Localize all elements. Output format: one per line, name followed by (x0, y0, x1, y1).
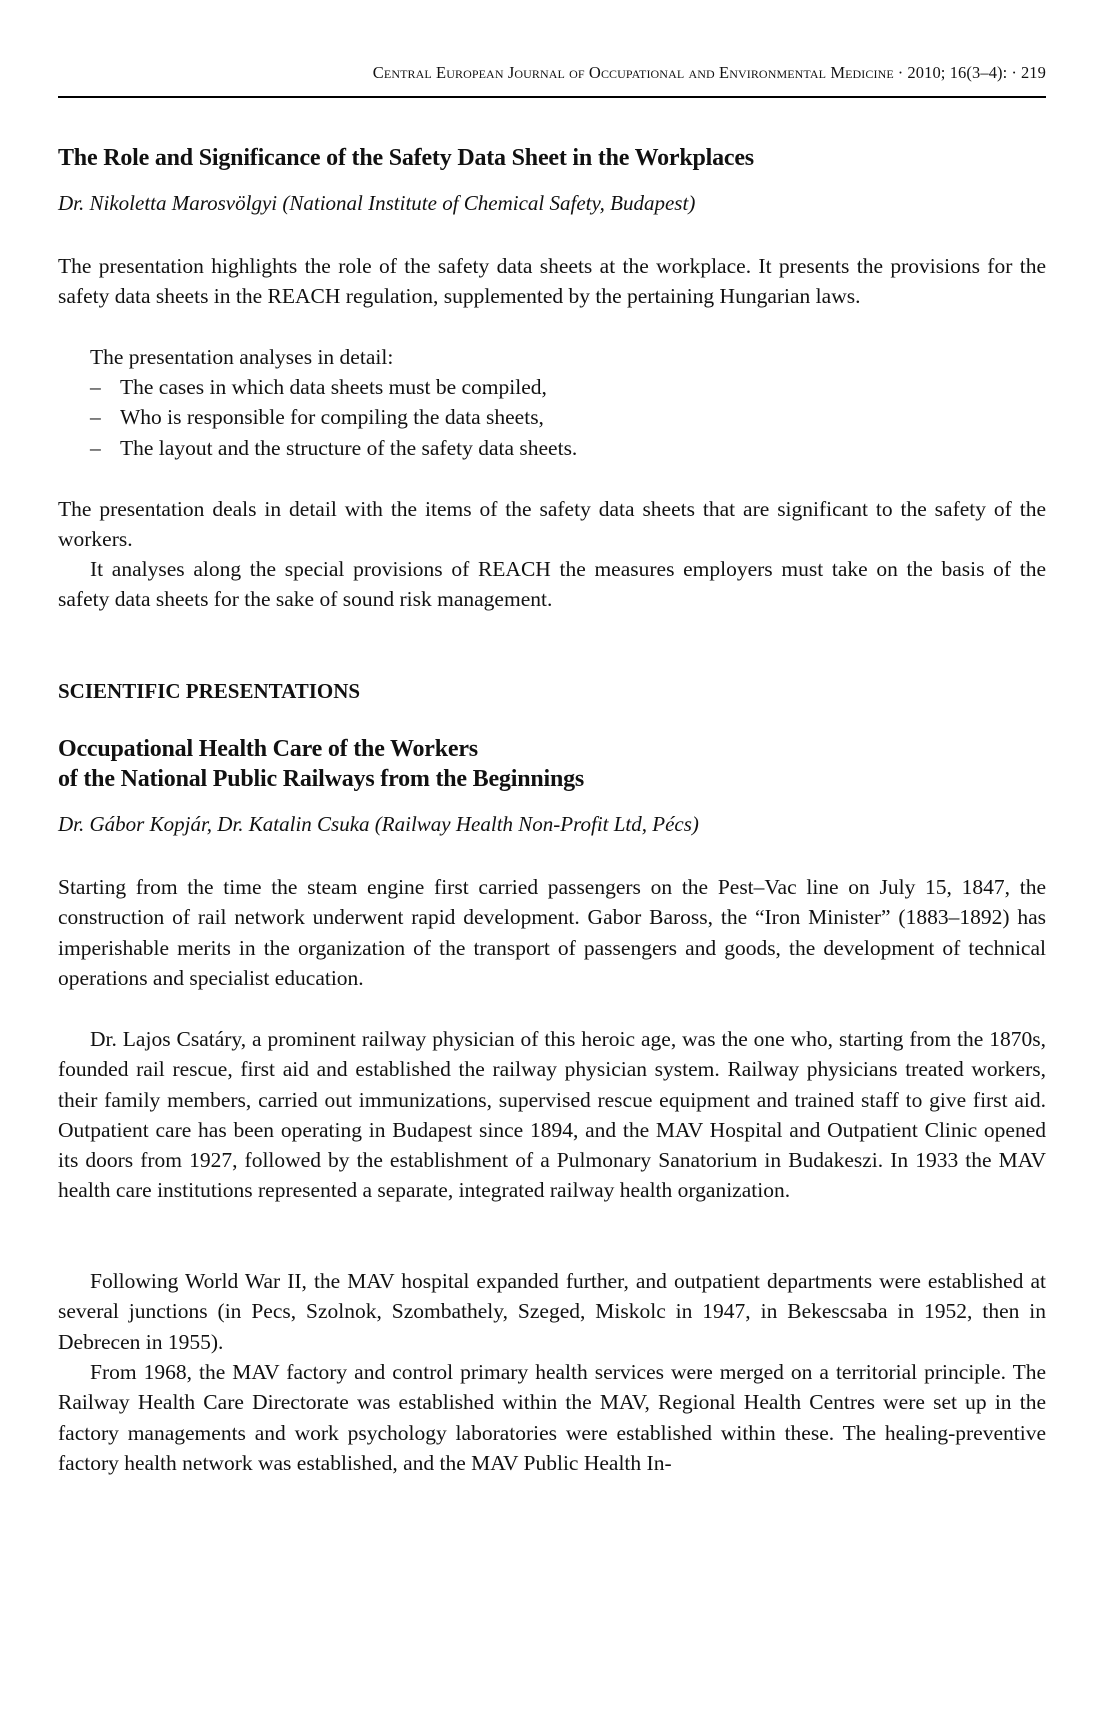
journal-name: Central European Journal of Occupational and Environmental Medicine (372, 63, 894, 82)
article2-paragraph-2: Dr. Lajos Csatáry, a prominent railway physician of this heroic age, was the one who, starting from the 1870s, founded rail rescue, first aid and established the railway physician system. Railway physicians treated workers, their family members, carried out immunizations, supervised rescue equipment and trained staff to give first aid. Outpatient care has been operating in Budapest since 1894, and the MAV Hospital and Outpatient Clinic opened its doors from 1927, followed by the establishment of a Pulmonary Sanatorium in Budakeszi. In 1933 the MAV health care institutions represented a separate, integrated railway health organization. (58, 1027, 1046, 1203)
running-head: Central European Journal of Occupational and Environmental Medicine · 2010; 16(3–4): · 219 (372, 63, 1046, 82)
section-heading: SCIENTIFIC PRESENTATIONS (58, 679, 361, 703)
article2-paragraph-4: From 1968, the MAV factory and control primary health services were merged on a territorial principle. The Railway Health Care Directorate was established within the MAV, Regional Health Centres were set up in the factory managements and work psychology laboratories were established within these. The healing-preventive factory health network was established, and the MAV Public Health In- (58, 1360, 1046, 1475)
article2-title-line1: Occupational Health Care of the Workers (58, 736, 478, 762)
article1-paragraph-1: The presentation highlights the role of the safety data sheets at the workplace. It presents the provisions for the safety data sheets in the REACH regulation, supplemented by the pertaining Hungarian laws. (58, 254, 1046, 309)
list-item: – Who is responsible for compiling the data sheets, (90, 405, 544, 430)
article1-paragraph-4: It analyses along the special provisions of REACH the measures employers must take on the basis of the safety data sheets for the sake of sound risk management. (58, 557, 1046, 612)
article2-authors: Dr. Gábor Kopjár, Dr. Katalin Csuka (Railway Health Non-Profit Ltd, Pécs) (58, 812, 699, 836)
article1-paragraph-3: The presentation deals in detail with the items of the safety data sheets that are significant to the safety of the workers. (58, 497, 1046, 552)
page-number: 219 (1020, 63, 1046, 82)
article2-paragraph-1: Starting from the time the steam engine first carried passengers on the Pest–Vac line on July 15, 1847, the construction of rail network underwent rapid development. Gabor Baross, the “Iron Minister” (1883–1892) has imperishable merits in the organization of the transport of passengers and goods, the development of technical operations and specialist education. (58, 875, 1046, 990)
article2-paragraph-3: Following World War II, the MAV hospital expanded further, and outpatient departments were established at several junctions (in Pecs, Szolnok, Szombathely, Szeged, Miskolc in 1947, in Bekescsaba in 1952, then in Debrecen in 1955). (58, 1269, 1046, 1354)
article2-title-line2: of the National Public Railways from the Beginnings (58, 766, 585, 792)
list-item: – The cases in which data sheets must be compiled, (90, 375, 547, 399)
article1-title: The Role and Significance of the Safety Data Sheet in the Workplaces (58, 145, 754, 171)
article1-list (90, 372, 577, 463)
article1-authors: Dr. Nikoletta Marosvölgyi (National Institute of Chemical Safety, Budapest) (58, 191, 696, 215)
article1-paragraph-2: The presentation analyses in detail: (90, 345, 394, 369)
header-rule (58, 96, 1046, 98)
list-item: – The layout and the structure of the safety data sheets. (90, 435, 578, 460)
citation: 2010; 16(3–4): (907, 63, 1008, 82)
